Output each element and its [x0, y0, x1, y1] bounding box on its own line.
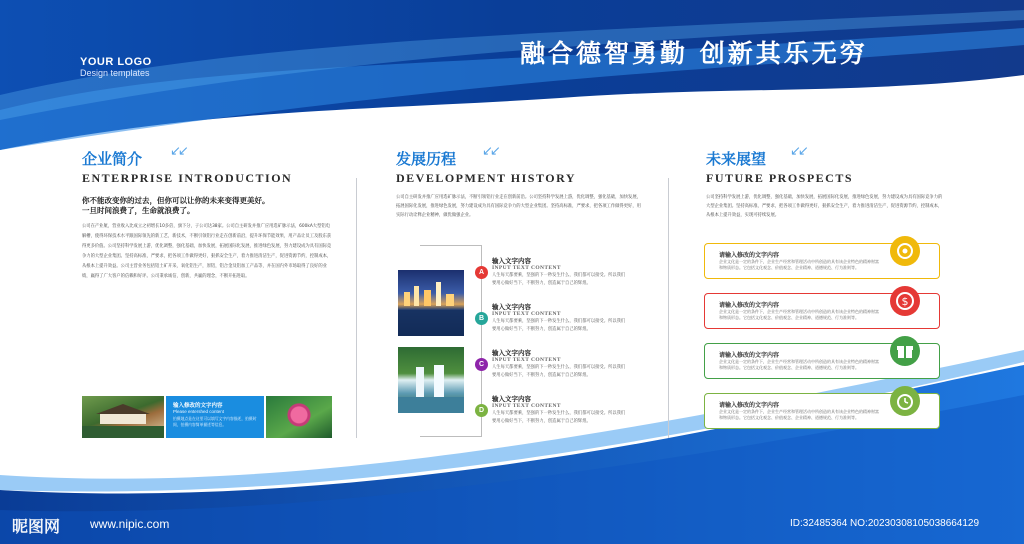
dollar-icon — [890, 286, 920, 316]
arrow-deco-icon: ↙↙ — [790, 144, 806, 159]
watermark-url: www.nipic.com — [90, 517, 170, 531]
timeline-marker: C — [475, 358, 488, 371]
prospect-card-title: 请输入修改的文字内容 — [719, 352, 780, 359]
enterprise-title-cn: 企业简介 — [82, 150, 143, 168]
logo-text: YOUR LOGO — [80, 56, 152, 68]
prospect-card-title: 请输入修改的文字内容 — [719, 252, 780, 259]
garden-photo — [82, 396, 164, 438]
future-title-cn: 未来展望 — [706, 150, 767, 168]
prospect-card-title: 请输入修改的文字内容 — [719, 402, 780, 409]
prospect-card-text: 企业文化是一定的条件下，企业生产经营和管理活动中所创造的具有该企业特色的精神财富和物质形态。它包括文化观念、价值观念、企业精神、道德规范、行为准则等。 — [719, 309, 879, 320]
history-intro: 公司自主研发并推广应用选矿脉示法，不断引领铝行业走在创新前沿。公司坚持科学发展上游，优化调整，强化基础，加快发展，拓展国际化发展，推进绿色发展，努力建设成为具有国际竞争力的大型企业集团。坚持高标准，严要求，把各项工作做得更好，用实际行动诠释企业精神，做优做强企业。 — [396, 195, 641, 218]
timeline-item-text: 人生每天都要乘，坚强的下一秒发生什么，我们都可以接受。所以我们要用心做好当下，不断努力，创造属于自己的辉煌。 — [492, 411, 626, 424]
arrow-deco-icon: ↙↙ — [482, 144, 498, 159]
timeline-item-text: 人生每天都要乘，坚强的下一秒发生什么，我们都可以接受。所以我们要用心做好当下，不断努力，创造属于自己的辉煌。 — [492, 319, 626, 332]
column-divider-1 — [356, 178, 357, 438]
prospect-card-text: 企业文化是一定的条件下，企业生产经营和管理活动中所创造的具有该企业特色的精神财富和物质形态。它包括文化观念、价值观念、企业精神、道德规范、行为准则等。 — [719, 359, 879, 370]
enterprise-caption-card — [166, 396, 264, 438]
timeline-marker: B — [475, 312, 488, 325]
timeline-item-en: INPUT TEXT CONTENT — [492, 311, 561, 317]
timeline-item-text: 人生每天都要乘，坚强的下一秒发生什么，我们都可以接受。所以我们要用心做好当下，不断努力，创造属于自己的辉煌。 — [492, 365, 626, 378]
history-title-en: DEVELOPMENT HISTORY — [396, 171, 576, 185]
timeline-item-en: INPUT TEXT CONTENT — [492, 357, 561, 363]
timeline-item-en: INPUT TEXT CONTENT — [492, 265, 561, 271]
caption-card-title: 输入修改的文字内容 — [173, 403, 223, 409]
timeline-item-title: 输入文字内容 — [492, 257, 531, 265]
timeline-item-title: 输入文字内容 — [492, 395, 531, 403]
prospect-card-title: 请输入修改的文字内容 — [719, 302, 780, 309]
timeline-marker: D — [475, 404, 488, 417]
target-icon — [890, 236, 920, 266]
headline-line-1: 你不能改变你的过去，但你可以让你的未来变得更美好。 — [82, 196, 270, 205]
watermark-logo: 昵图网 — [12, 517, 61, 536]
caption-card-body: 拍摄地点是在这里可以填写文字内容描述，拍摄时间，拍摄内容简单描述等信息。 — [173, 416, 257, 427]
arrow-deco-icon: ↙↙ — [170, 144, 186, 159]
enterprise-title-en: ENTERPRISE INTRODUCTION — [82, 171, 293, 185]
enterprise-body: 公司在产业航，营业收入比成立之初增长10多倍，旗下分，子公司达38家。公司自主研发并推广应用选矿脉示法，600kA大型铝电解槽，使得环保技术水平跟国际领先的新工艺，新技术，不断引领铝行业走在创新前沿，提升环保节能效果，用产品让员工及股东获得更多价值。公司坚持科学发展上游，优化调整，强化基础，加快发展，拓展国际化发展，推进绿色发展，努力建设成为具有国际竞争力的大型企业集团。坚持高标准，严要求，把各项工作做得更好，狠抓安全生产，着力推进清洁生产，促进资源节约，控制成本，从根本上提升效益。公司主营业务包括铝土矿开采，氧化铝生产，原铝，铝合金及铝加工产品等，并在国内外市场取得了良好的业绩，赢得了广大客户的信赖和好评。公司秉承诚信，创新，共赢的理念，不断开拓进取。 — [82, 224, 332, 279]
page-slogan: 融合德智勇勤 创新其乐无穷 — [520, 39, 868, 68]
future-title-en: FUTURE PROSPECTS — [706, 171, 854, 185]
timeline-marker: A — [475, 266, 488, 279]
alarm-clock-icon — [890, 386, 920, 416]
headline-line-2: 一旦时间浪费了，生命就浪费了。 — [82, 206, 195, 215]
timeline-item-title: 输入文字内容 — [492, 349, 531, 357]
timeline-item-text: 人生每天都要乘，坚强的下一秒发生什么，我们都可以接受。所以我们要用心做好当下，不断努力，创造属于自己的辉煌。 — [492, 273, 626, 286]
svg-text:$: $ — [901, 295, 909, 308]
caption-card-subtitle: Please entershed content — [173, 409, 225, 414]
waterfall-photo — [398, 347, 464, 413]
gift-icon — [890, 336, 920, 366]
prospect-card-text: 企业文化是一定的条件下，企业生产经营和管理活动中所创造的具有该企业特色的精神财富和物质形态。它包括文化观念、价值观念、企业精神、道德规范、行为准则等。 — [719, 259, 879, 270]
history-title-cn: 发展历程 — [396, 150, 457, 168]
future-intro: 公司坚持科学发展上游，优化调整，强化基础，加快发展，拓展国际化发展，推进绿色发展，努力建设成为具有国际竞争力的大型企业集团。坚持高标准，严要求，把各项工作做得更好，狠抓安全生产，着力推进清洁生产，促进资源节约，控制成本，从根本上提升效益，实现可持续发展。 — [706, 195, 943, 218]
image-id-text: ID:32485364 NO:20230308105038664129 — [790, 518, 980, 529]
lotus-photo — [266, 396, 332, 438]
column-divider-2 — [668, 178, 669, 438]
timeline-item-en: INPUT TEXT CONTENT — [492, 403, 561, 409]
timeline-item-title: 输入文字内容 — [492, 303, 531, 311]
city-night-photo — [398, 270, 464, 336]
prospect-card-text: 企业文化是一定的条件下，企业生产经营和管理活动中所创造的具有该企业特色的精神财富和物质形态。它包括文化观念、价值观念、企业精神、道德规范、行为准则等。 — [719, 409, 879, 420]
logo-subtitle: Design templates — [80, 68, 150, 78]
enterprise-headline — [82, 196, 332, 216]
